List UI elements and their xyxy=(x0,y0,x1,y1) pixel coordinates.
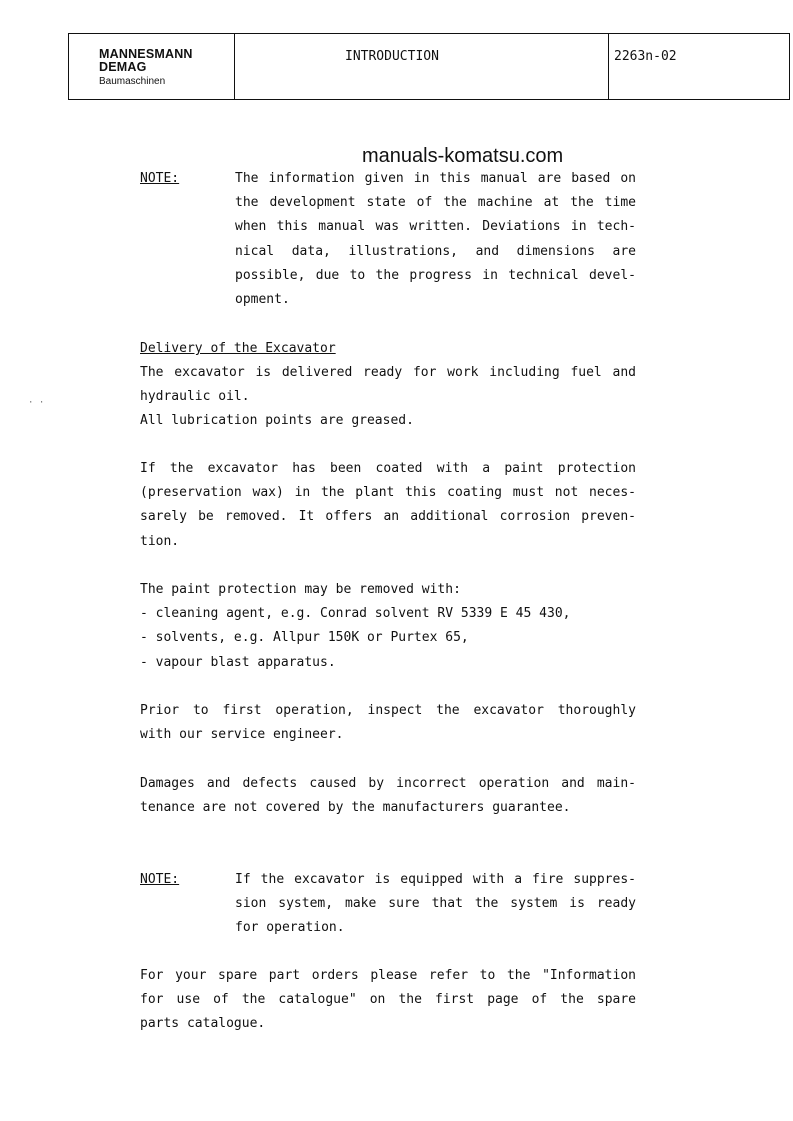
paragraph-line: If the excavator has been coated with a paint protection xyxy=(140,461,636,476)
paragraph-line: (preservation wax) in the plant this coating must not neces- xyxy=(140,485,636,501)
company-logo-line2: DEMAG xyxy=(99,60,147,74)
paragraph-line: Prior to first operation, inspect the excavator thoroughly xyxy=(140,703,636,718)
note2-text xyxy=(235,868,636,941)
list-item: - solvents, e.g. Allpur 150K or Purtex 65, xyxy=(140,630,469,646)
paragraph-line: All lubrication points are greased. xyxy=(140,413,414,429)
note2-line: sion system, make sure that the system is ready xyxy=(235,896,636,912)
delivery-paragraph-3 xyxy=(140,578,636,675)
section-title: INTRODUCTION xyxy=(345,49,439,64)
company-logo-line1: MANNESMANN xyxy=(99,47,193,61)
paragraph-line: hydraulic oil. xyxy=(140,389,250,405)
paragraph-line: tion. xyxy=(140,533,180,549)
document-number: 2263n-02 xyxy=(614,49,677,64)
company-logo-cell xyxy=(69,34,235,99)
list-item: - vapour blast apparatus. xyxy=(140,654,336,670)
note2-line: If the excavator is equipped with a fire suppres- xyxy=(235,872,636,887)
note1-label: NOTE: xyxy=(140,171,180,186)
delivery-paragraph-2 xyxy=(140,457,636,554)
paragraph-line: The paint protection may be removed with: xyxy=(140,582,461,597)
paragraph-line: sarely be removed. It offers an additional corrosion preven- xyxy=(140,509,636,525)
paragraph-line: parts catalogue. xyxy=(140,1016,266,1032)
note1-line: opment. xyxy=(235,291,290,307)
note1-line: the development state of the machine at the time xyxy=(235,195,636,211)
note1-line: nical data, illustrations, and dimensions are xyxy=(235,243,636,259)
header-title-cell xyxy=(235,34,609,99)
watermark-text: manuals-komatsu.com xyxy=(362,145,564,167)
paragraph-line: for use of the catalogue" on the first page of the spare xyxy=(140,992,636,1008)
company-logo-subtitle: Baumaschinen xyxy=(99,76,166,87)
note2-line: for operation. xyxy=(235,920,345,936)
paragraph-line: For your spare part orders please refer to the "Information xyxy=(140,968,636,983)
closing-paragraph xyxy=(140,964,636,1037)
note1-line: when this manual was written. Deviations in tech- xyxy=(235,219,636,235)
note2-label: NOTE: xyxy=(140,872,180,887)
page-header xyxy=(68,33,790,100)
header-docno-cell xyxy=(609,34,789,99)
note1-line: The information given in this manual are based on xyxy=(235,171,636,186)
paragraph-line: The excavator is delivered ready for work including fuel and xyxy=(140,365,636,380)
delivery-heading: Delivery of the Excavator xyxy=(140,341,336,356)
list-item: - cleaning agent, e.g. Conrad solvent RV 5339 E 45 430, xyxy=(140,606,571,622)
paragraph-line: with our service engineer. xyxy=(140,727,344,743)
note1-line: possible, due to the progress in technical devel- xyxy=(235,267,636,283)
paragraph-line: tenance are not covered by the manufacturers guarantee. xyxy=(140,800,571,816)
scan-specks: · · xyxy=(28,398,45,408)
note1-text xyxy=(235,167,636,312)
paragraph-line: Damages and defects caused by incorrect operation and main- xyxy=(140,776,636,791)
delivery-paragraph-1 xyxy=(140,361,636,434)
delivery-paragraph-4 xyxy=(140,699,636,747)
delivery-paragraph-5 xyxy=(140,772,636,820)
